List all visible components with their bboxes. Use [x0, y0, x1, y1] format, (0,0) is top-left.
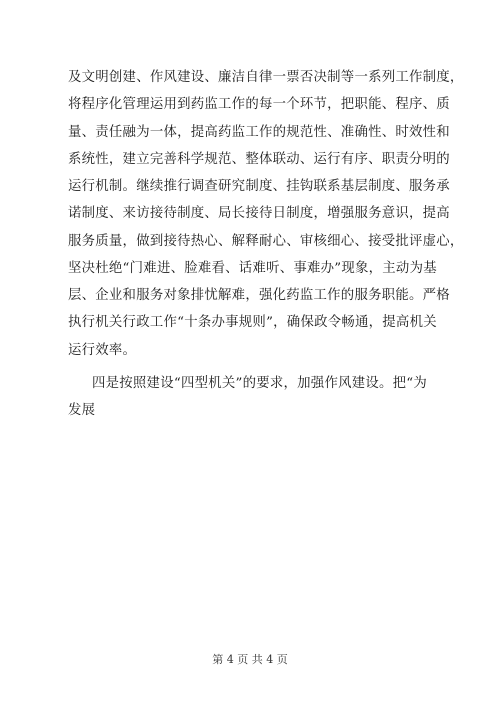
paragraph-start-line: 四是按照建设“四型机关”的要求，加强作风建设。把“为	[92, 376, 428, 391]
body-text-line: 运行机制。继续推行调查研究制度、挂钩联系基层制度、服务承	[68, 179, 450, 194]
body-text-line: 量、责任融为一体，提高药监工作的规范性、准确性、时效性和	[68, 125, 450, 140]
body-text-line: 系统性，建立完善科学规范、整体联动、运行有序、职责分明的	[68, 152, 450, 167]
body-text-line: 层、企业和服务对象排忧解难，强化药监工作的服务职能。严格	[68, 288, 450, 303]
body-text-line: 坚决杜绝“门难进、脸难看、话难听、事难办”现象，主动为基	[68, 261, 437, 276]
body-text-line: 运行效率。	[68, 343, 137, 358]
page-footer: 第 4 页 共 4 页	[212, 653, 288, 666]
body-text-line: 执行机关行政工作“十条办事规则”，确保政令畅通，提高机关	[68, 315, 437, 330]
body-text-line: 诺制度、来访接待制度、局长接待日制度，增强服务意识，提高	[68, 206, 450, 221]
body-text-line: 及文明创建、作风建设、廉洁自律一票否决制等一系列工作制度，	[68, 70, 464, 85]
body-text-line: 发展	[68, 403, 96, 418]
body-text-line: 服务质量，做到接待热心、解释耐心、审核细心、接受批评虚心，	[68, 234, 464, 249]
body-text-line: 将程序化管理运用到药监工作的每一个环节，把职能、程序、质	[68, 97, 450, 112]
